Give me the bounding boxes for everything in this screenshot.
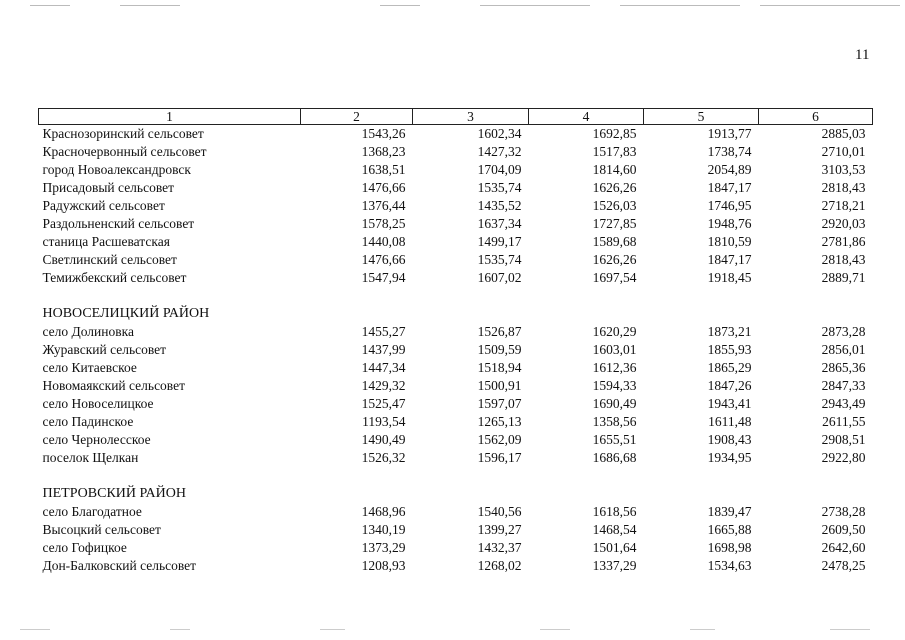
value-cell-col4: 1612,36: [592, 360, 637, 375]
settlement-name-cell: Высоцкий сельсовет: [42, 522, 161, 537]
settlement-name-cell: село Благодатное: [42, 504, 142, 519]
value-cell-col2: 1525,47: [361, 396, 406, 411]
settlement-name-cell: Темижбекский сельсовет: [42, 270, 187, 285]
value-cell-col6: 2847,33: [821, 378, 866, 393]
settlement-name-cell: село Долиновка: [42, 324, 134, 339]
settlement-name-cell: село Новоселицкое: [42, 396, 154, 411]
value-cell-col4: 1603,01: [592, 342, 637, 357]
value-cell-col3: 1499,17: [477, 234, 522, 249]
value-cell-col2: 1373,29: [361, 540, 406, 555]
settlement-name-cell: Новомаякский сельсовет: [42, 378, 185, 393]
value-cell-col4: 1697,54: [592, 270, 637, 285]
table-row: [39, 179, 873, 197]
value-cell-col4: 1690,49: [592, 396, 637, 411]
value-cell-col3: 1540,56: [477, 504, 522, 519]
section-heading: НОВОСЕЛИЦКИЙ РАЙОН: [42, 306, 210, 321]
table-row: [39, 557, 873, 575]
column-header-5: 5: [644, 109, 759, 125]
column-header-6: 6: [759, 109, 873, 125]
value-cell-col6: 2922,80: [821, 450, 866, 465]
value-cell-col3: 1432,37: [477, 540, 522, 555]
table-row: [39, 503, 873, 521]
value-cell-col6: 2818,43: [821, 180, 866, 195]
value-cell-col6: 2818,43: [821, 252, 866, 267]
column-header-4: 4: [529, 109, 644, 125]
value-cell-col5: 1847,26: [707, 378, 752, 393]
table-body: [39, 125, 873, 576]
value-cell-col4: 1594,33: [592, 378, 637, 393]
value-cell-col6: 2478,25: [821, 558, 866, 573]
value-cell-col2: 1638,51: [361, 162, 406, 177]
section-heading: ПЕТРОВСКИЙ РАЙОН: [42, 486, 186, 501]
table-row: [39, 431, 873, 449]
value-cell-col3: 1268,02: [477, 558, 522, 573]
value-cell-col5: 1611,48: [708, 414, 752, 429]
value-cell-col6: 2710,01: [821, 144, 866, 159]
value-cell-col2: 1208,93: [361, 558, 406, 573]
value-cell-col5: 1918,45: [707, 270, 752, 285]
settlement-name-cell: Раздольненский сельсовет: [42, 216, 195, 231]
value-cell-col2: 1437,99: [361, 342, 406, 357]
settlement-name-cell: Радужский сельсовет: [42, 198, 165, 213]
value-cell-col2: 1440,08: [361, 234, 406, 249]
value-cell-col5: 1665,88: [707, 522, 752, 537]
value-cell-col2: 1526,32: [361, 450, 406, 465]
value-cell-col4: 1727,85: [592, 216, 637, 231]
table-row: [39, 251, 873, 269]
value-cell-col2: 1490,49: [361, 432, 406, 447]
value-cell-col5: 1948,76: [707, 216, 752, 231]
table-row: [39, 521, 873, 539]
value-cell-col6: 2865,36: [821, 360, 866, 375]
table-row: [39, 539, 873, 557]
value-cell-col2: 1193,54: [362, 414, 406, 429]
table-row: [39, 143, 873, 161]
value-cell-col6: 2920,03: [821, 216, 866, 231]
page-number: 11: [855, 47, 870, 63]
value-cell-col4: 1468,54: [592, 522, 637, 537]
value-cell-col3: 1607,02: [477, 270, 522, 285]
settlement-name-cell: Журавский сельсовет: [42, 342, 167, 357]
value-cell-col4: 1358,56: [592, 414, 637, 429]
spacer-cell: [39, 467, 873, 485]
value-cell-col5: 1534,63: [707, 558, 752, 573]
settlement-name-cell: город Новоалександровск: [42, 162, 191, 177]
value-cell-col3: 1509,59: [477, 342, 522, 357]
value-cell-col3: 1562,09: [477, 432, 522, 447]
table-row: [39, 341, 873, 359]
value-cell-col5: 1746,95: [707, 198, 752, 213]
value-cell-col3: 1535,74: [477, 252, 522, 267]
value-cell-col4: 1589,68: [592, 234, 637, 249]
settlement-name-cell: Дон-Балковский сельсовет: [42, 558, 197, 573]
value-cell-col5: 1934,95: [707, 450, 752, 465]
column-header-2: 2: [301, 109, 413, 125]
value-cell-col2: 1340,19: [361, 522, 406, 537]
value-cell-col2: 1476,66: [361, 180, 406, 195]
table-row: [39, 449, 873, 467]
value-cell-col3: 1427,32: [477, 144, 522, 159]
table-row: [39, 359, 873, 377]
value-cell-col3: 1535,74: [477, 180, 522, 195]
settlement-name-cell: село Гофицкое: [42, 540, 127, 555]
value-cell-col4: 1814,60: [592, 162, 637, 177]
value-cell-col2: 1543,26: [361, 126, 406, 141]
value-cell-col4: 1618,56: [592, 504, 637, 519]
value-cell-col3: 1518,94: [477, 360, 522, 375]
value-cell-col5: 1738,74: [707, 144, 752, 159]
value-cell-col5: 1698,98: [707, 540, 752, 555]
settlement-name-cell: Светлинский сельсовет: [42, 252, 177, 267]
section-heading-row: [39, 485, 873, 503]
value-cell-col4: 1655,51: [592, 432, 637, 447]
spacer-row: [39, 287, 873, 305]
value-cell-col4: 1517,83: [592, 144, 637, 159]
value-cell-col3: 1596,17: [477, 450, 522, 465]
settlement-name-cell: Красночервонный сельсовет: [42, 144, 207, 159]
value-cell-col2: 1468,96: [361, 504, 406, 519]
value-cell-col6: 2738,28: [821, 504, 866, 519]
spacer-cell: [39, 287, 873, 305]
value-cell-col2: 1429,32: [361, 378, 406, 393]
value-cell-col2: 1447,34: [361, 360, 406, 375]
value-cell-col3: 1265,13: [477, 414, 522, 429]
settlement-name-cell: Присадовый сельсовет: [42, 180, 175, 195]
value-cell-col5: 1908,43: [707, 432, 752, 447]
table-row: [39, 215, 873, 233]
table-row: [39, 125, 873, 144]
scan-artifact-top: [0, 2, 905, 8]
section-heading-row: [39, 305, 873, 323]
value-cell-col3: 1597,07: [477, 396, 522, 411]
value-cell-col6: 2943,49: [821, 396, 866, 411]
value-cell-col4: 1526,03: [592, 198, 637, 213]
value-cell-col6: 2611,55: [822, 414, 866, 429]
value-cell-col4: 1626,26: [592, 252, 637, 267]
settlement-name-cell: село Китаевское: [42, 360, 137, 375]
value-cell-col6: 2856,01: [821, 342, 866, 357]
table-header-row: [39, 109, 873, 125]
value-cell-col6: 2889,71: [821, 270, 866, 285]
value-cell-col4: 1692,85: [592, 126, 637, 141]
value-cell-col3: 1500,91: [477, 378, 522, 393]
value-cell-col5: 1810,59: [707, 234, 752, 249]
value-cell-col6: 3103,53: [821, 162, 866, 177]
table-row: [39, 377, 873, 395]
value-cell-col2: 1476,66: [361, 252, 406, 267]
table-row: [39, 269, 873, 287]
settlement-name-cell: станица Расшеватская: [42, 234, 170, 249]
value-cell-col6: 2781,86: [821, 234, 866, 249]
spacer-row: [39, 467, 873, 485]
value-cell-col3: 1399,27: [477, 522, 522, 537]
value-cell-col3: 1637,34: [477, 216, 522, 231]
value-cell-col6: 2873,28: [821, 324, 866, 339]
table-row: [39, 395, 873, 413]
value-cell-col2: 1376,44: [361, 198, 406, 213]
value-cell-col6: 2908,51: [821, 432, 866, 447]
value-cell-col5: 1847,17: [707, 252, 752, 267]
table-row: [39, 161, 873, 179]
value-cell-col5: 1873,21: [707, 324, 752, 339]
data-table: [38, 108, 873, 575]
value-cell-col3: 1602,34: [477, 126, 522, 141]
table-row: [39, 233, 873, 251]
column-header-3: 3: [413, 109, 529, 125]
table-row: [39, 323, 873, 341]
settlement-name-cell: село Падинское: [42, 414, 134, 429]
value-cell-col3: 1704,09: [477, 162, 522, 177]
column-header-1: 1: [39, 109, 301, 125]
value-cell-col5: 1855,93: [707, 342, 752, 357]
value-cell-col5: 1913,77: [707, 126, 752, 141]
value-cell-col3: 1526,87: [477, 324, 522, 339]
settlement-name-cell: поселок Щелкан: [42, 450, 139, 465]
value-cell-col6: 2885,03: [821, 126, 866, 141]
value-cell-col4: 1626,26: [592, 180, 637, 195]
value-cell-col2: 1455,27: [361, 324, 406, 339]
value-cell-col6: 2642,60: [821, 540, 866, 555]
value-cell-col3: 1435,52: [477, 198, 522, 213]
value-cell-col6: 2609,50: [821, 522, 866, 537]
settlement-name-cell: село Чернолесское: [42, 432, 151, 447]
table-row: [39, 197, 873, 215]
scan-artifact-bottom: [0, 628, 905, 632]
value-cell-col4: 1501,64: [592, 540, 637, 555]
value-cell-col5: 1847,17: [707, 180, 752, 195]
value-cell-col2: 1578,25: [361, 216, 406, 231]
value-cell-col4: 1620,29: [592, 324, 637, 339]
value-cell-col5: 2054,89: [707, 162, 752, 177]
value-cell-col5: 1943,41: [707, 396, 752, 411]
value-cell-col5: 1865,29: [707, 360, 752, 375]
value-cell-col5: 1839,47: [707, 504, 752, 519]
value-cell-col4: 1686,68: [592, 450, 637, 465]
value-cell-col4: 1337,29: [592, 558, 637, 573]
value-cell-col2: 1368,23: [361, 144, 406, 159]
value-cell-col6: 2718,21: [821, 198, 866, 213]
value-cell-col2: 1547,94: [361, 270, 406, 285]
table-row: [39, 413, 873, 431]
settlement-name-cell: Краснозоринский сельсовет: [42, 126, 204, 141]
